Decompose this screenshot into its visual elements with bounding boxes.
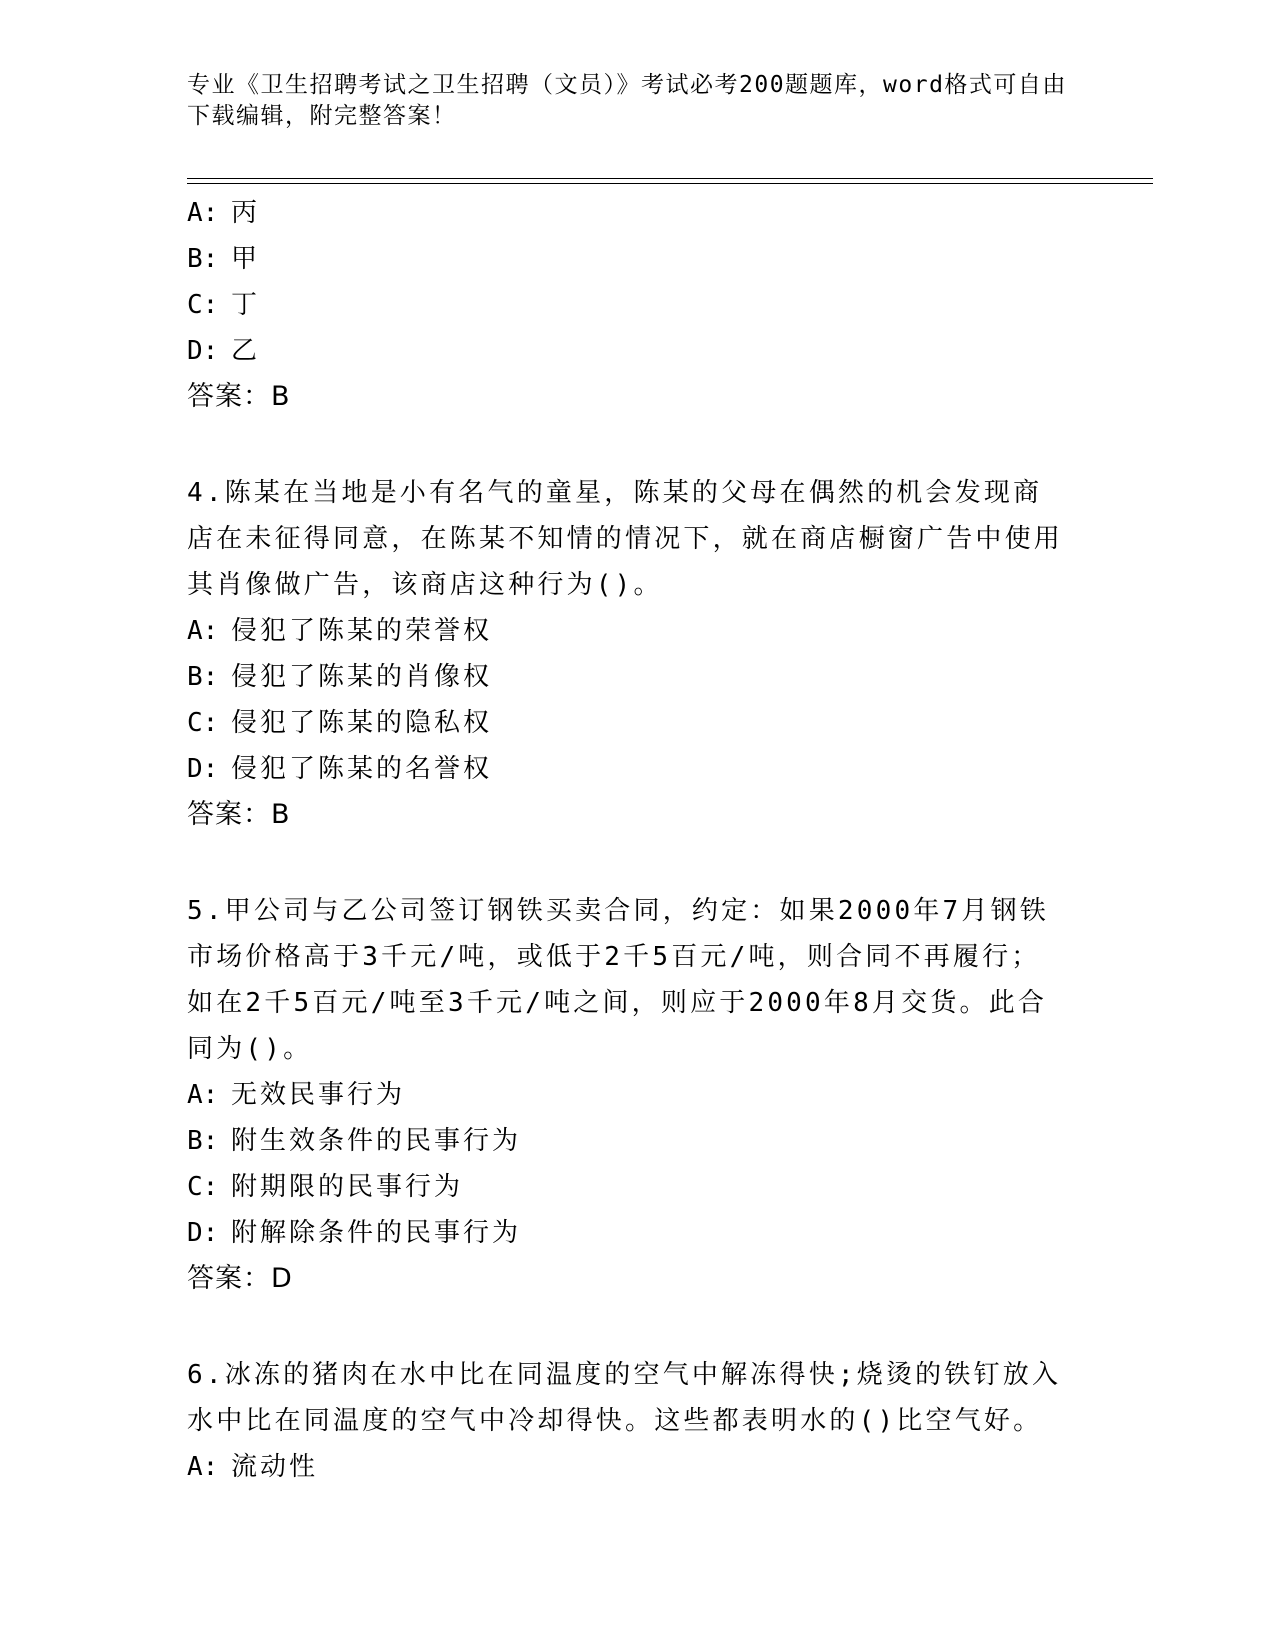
option-text: 甲	[231, 244, 261, 274]
option-key: B:	[187, 1126, 219, 1156]
option-d	[187, 746, 1087, 792]
header-rule-top	[187, 178, 1153, 179]
option-d	[187, 1210, 1087, 1256]
question-block	[187, 888, 1087, 1302]
answer-line: 答案：D	[187, 1263, 293, 1294]
option-a	[187, 1444, 1087, 1490]
question-block	[187, 1352, 1087, 1490]
option-text: 侵犯了陈某的肖像权	[231, 662, 493, 692]
option-b	[187, 236, 1087, 282]
option-text: 附生效条件的民事行为	[231, 1126, 522, 1156]
question-block	[187, 470, 1087, 838]
option-key: D:	[187, 336, 219, 366]
question-text: 6.冰冻的猪肉在水中比在同温度的空气中解冻得快;烧烫的铁钉放入水中比在同温度的空气中冷却得快。这些都表明水的()比空气好。	[187, 1360, 1062, 1436]
option-key: D:	[187, 754, 219, 784]
option-key: B:	[187, 662, 219, 692]
question-text: 5.甲公司与乙公司签订钢铁买卖合同，约定：如果2000年7月钢铁市场价格高于3千元/吨，或低于2千5百元/吨，则合同不再履行；如在2千5百元/吨至3千元/吨之间，则应于2000年8月交货。此合同为()。	[187, 896, 1049, 1064]
option-key: D:	[187, 1218, 219, 1248]
option-c	[187, 700, 1087, 746]
option-d	[187, 328, 1087, 374]
question-block	[187, 190, 1087, 420]
option-key: C:	[187, 290, 219, 320]
option-text: 流动性	[231, 1452, 319, 1482]
option-c	[187, 282, 1087, 328]
option-key: C:	[187, 1172, 219, 1202]
document-header: 专业《卫生招聘考试之卫生招聘（文员）》考试必考200题题库，word格式可自由下载编辑，附完整答案！	[187, 72, 1067, 129]
option-a	[187, 190, 1087, 236]
option-key: A:	[187, 1452, 219, 1482]
option-key: C:	[187, 708, 219, 738]
option-c	[187, 1164, 1087, 1210]
option-text: 丙	[231, 198, 261, 228]
option-text: 附期限的民事行为	[231, 1172, 464, 1202]
option-text: 侵犯了陈某的名誉权	[231, 754, 493, 784]
question-list	[187, 190, 1087, 1490]
option-a	[187, 608, 1087, 654]
option-text: 丁	[231, 290, 261, 320]
option-text: 乙	[231, 336, 261, 366]
option-text: 侵犯了陈某的隐私权	[231, 708, 493, 738]
option-text: 侵犯了陈某的荣誉权	[231, 616, 493, 646]
option-key: A:	[187, 198, 219, 228]
answer-line: 答案：B	[187, 381, 291, 412]
option-b	[187, 654, 1087, 700]
question-text: 4.陈某在当地是小有名气的童星，陈某的父母在偶然的机会发现商店在未征得同意，在陈某不知情的情况下，就在商店橱窗广告中使用其肖像做广告，该商店这种行为()。	[187, 478, 1064, 600]
option-key: A:	[187, 1080, 219, 1110]
option-b	[187, 1118, 1087, 1164]
option-key: A:	[187, 616, 219, 646]
header-rule-bottom	[187, 183, 1153, 184]
option-key: B:	[187, 244, 219, 274]
option-text: 无效民事行为	[231, 1080, 406, 1110]
answer-line: 答案：B	[187, 799, 291, 830]
option-text: 附解除条件的民事行为	[231, 1218, 522, 1248]
option-a	[187, 1072, 1087, 1118]
